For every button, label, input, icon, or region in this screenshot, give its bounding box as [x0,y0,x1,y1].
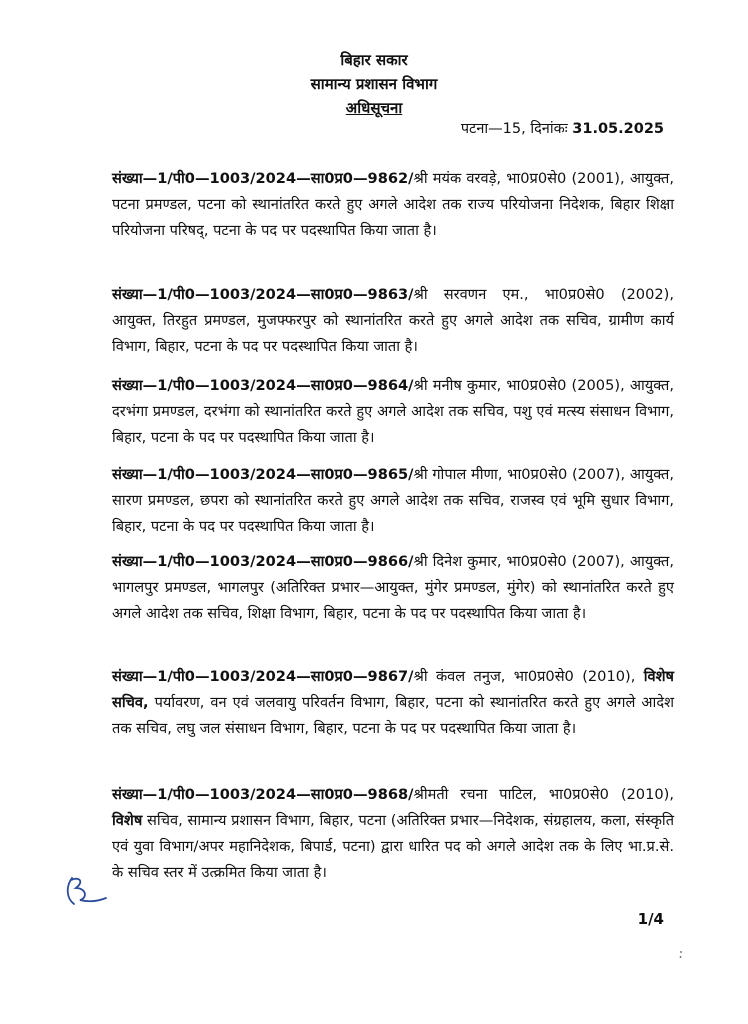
dateline-place: पटना—15, दिनांकः [460,121,568,137]
notification-text: श्री मनीष कुमार, भा0प्र0से0 (2005), आयुक्त, दरभंगा प्रमण्डल, दरभंगा को स्थानांतरित करते हुए अगले आदेश तक सचिव, पशु एवं मत्स्य संसाधन विभाग, बिहार, पटना के पद पर पदस्थापित किया जाता है। [112,377,674,446]
scan-speck [678,950,684,960]
notification-bold-text: विशेष [112,812,143,829]
reference-number: संख्या—1/पी0—1003/2024—सा0प्र0—9866/ [112,553,414,570]
dateline [461,118,664,138]
notification-text: सचिव, सामान्य प्रशासन विभाग, बिहार, पटना (अतिरिक्त प्रभार—निदेशक, संग्रहालय, कला, संस्कृति एवं युवा विभाग/अपर महानिदेशक, बिपार्ड, पटना) द्वारा धारित पद को अगले आदेश तक के लिए भा.प्र.से. के सचिव स्तर में उत्क्रमित किया जाता है। [112,812,675,881]
reference-number: संख्या—1/पी0—1003/2024—सा0प्र0—9868/ [112,786,414,803]
notification-paragraph [112,549,674,627]
notification-paragraph [112,664,674,742]
government-heading: बिहार सकार [340,51,408,69]
notification-text: श्रीमती रचना पाटिल, भा0प्र0से0 (2010), [413,786,674,803]
department-heading: सामान्य प्रशासन विभाग [310,75,438,93]
handwritten-initial-signature [62,872,110,912]
reference-number: संख्या—1/पी0—1003/2024—सा0प्र0—9863/ [112,286,414,303]
dateline-date: 31.05.2025 [572,121,664,137]
notification-text: श्री मयंक वरवड़े, भा0प्र0से0 (2001), आयुक्त, पटना प्रमण्डल, पटना को स्थानांतरित करते हुए अगले आदेश तक राज्य परियोजना निदेशक, बिहार शिक्षा परियोजना परिषद्, पटना के पद पर पदस्थापित किया जाता है। [112,170,674,239]
reference-number: संख्या—1/पी0—1003/2024—सा0प्र0—9865/ [112,466,414,483]
notification-text: श्री गोपाल मीणा, भा0प्र0से0 (2007), आयुक्त, सारण प्रमण्डल, छपरा को स्थानांतरित करते हुए अगले आदेश तक सचिव, राजस्व एवं भूमि सुधार विभाग, बिहार, पटना के पद पर पदस्थापित किया जाता है। [112,466,674,535]
notification-text: श्री कंवल तनुज, भा0प्र0से0 (2010), [413,668,636,685]
notification-paragraph [112,282,674,360]
notification-text: श्री दिनेश कुमार, भा0प्र0से0 (2007), आयुक्त, भागलपुर प्रमण्डल, भागलपुर (अतिरिक्त प्रभार—आयुक्त, मुंगेर प्रमण्डल, मुंगेर) को स्थानांतरित करते हुए अगले आदेश तक सचिव, शिक्षा विभाग, बिहार, पटना के पद पर पदस्थापित किया जाता है। [112,553,674,622]
reference-number: संख्या—1/पी0—1003/2024—सा0प्र0—9867/ [112,668,414,685]
notification-text: श्री सरवणन एम., भा0प्र0से0 (2002), आयुक्त, तिरहुत प्रमण्डल, मुजफ्फरपुर को स्थानांतरित करते हुए अगले आदेश तक सचिव, ग्रामीण कार्य विभाग, बिहार, पटना के पद पर पदस्थापित किया जाता है। [112,286,674,355]
notification-paragraph [112,166,674,244]
notification-title: अधिसूचना [345,99,403,117]
notification-text: पर्यावरण, वन एवं जलवायु परिवर्तन विभाग, बिहार, पटना को स्थानांतरित करते हुए अगले आदेश तक सचिव, लघु जल संसाधन विभाग, बिहार, पटना के पद पर पदस्थापित किया जाता है। [112,694,674,737]
reference-number: संख्या—1/पी0—1003/2024—सा0प्र0—9864/ [112,377,414,394]
notification-paragraph [112,782,674,886]
notification-bold-text: विशेष सचिव, [112,668,674,711]
reference-number: संख्या—1/पी0—1003/2024—सा0प्र0—9862/ [112,170,414,187]
notification-paragraph [112,373,674,451]
page-number: 1/4 [637,910,664,928]
notification-paragraph [112,462,674,540]
